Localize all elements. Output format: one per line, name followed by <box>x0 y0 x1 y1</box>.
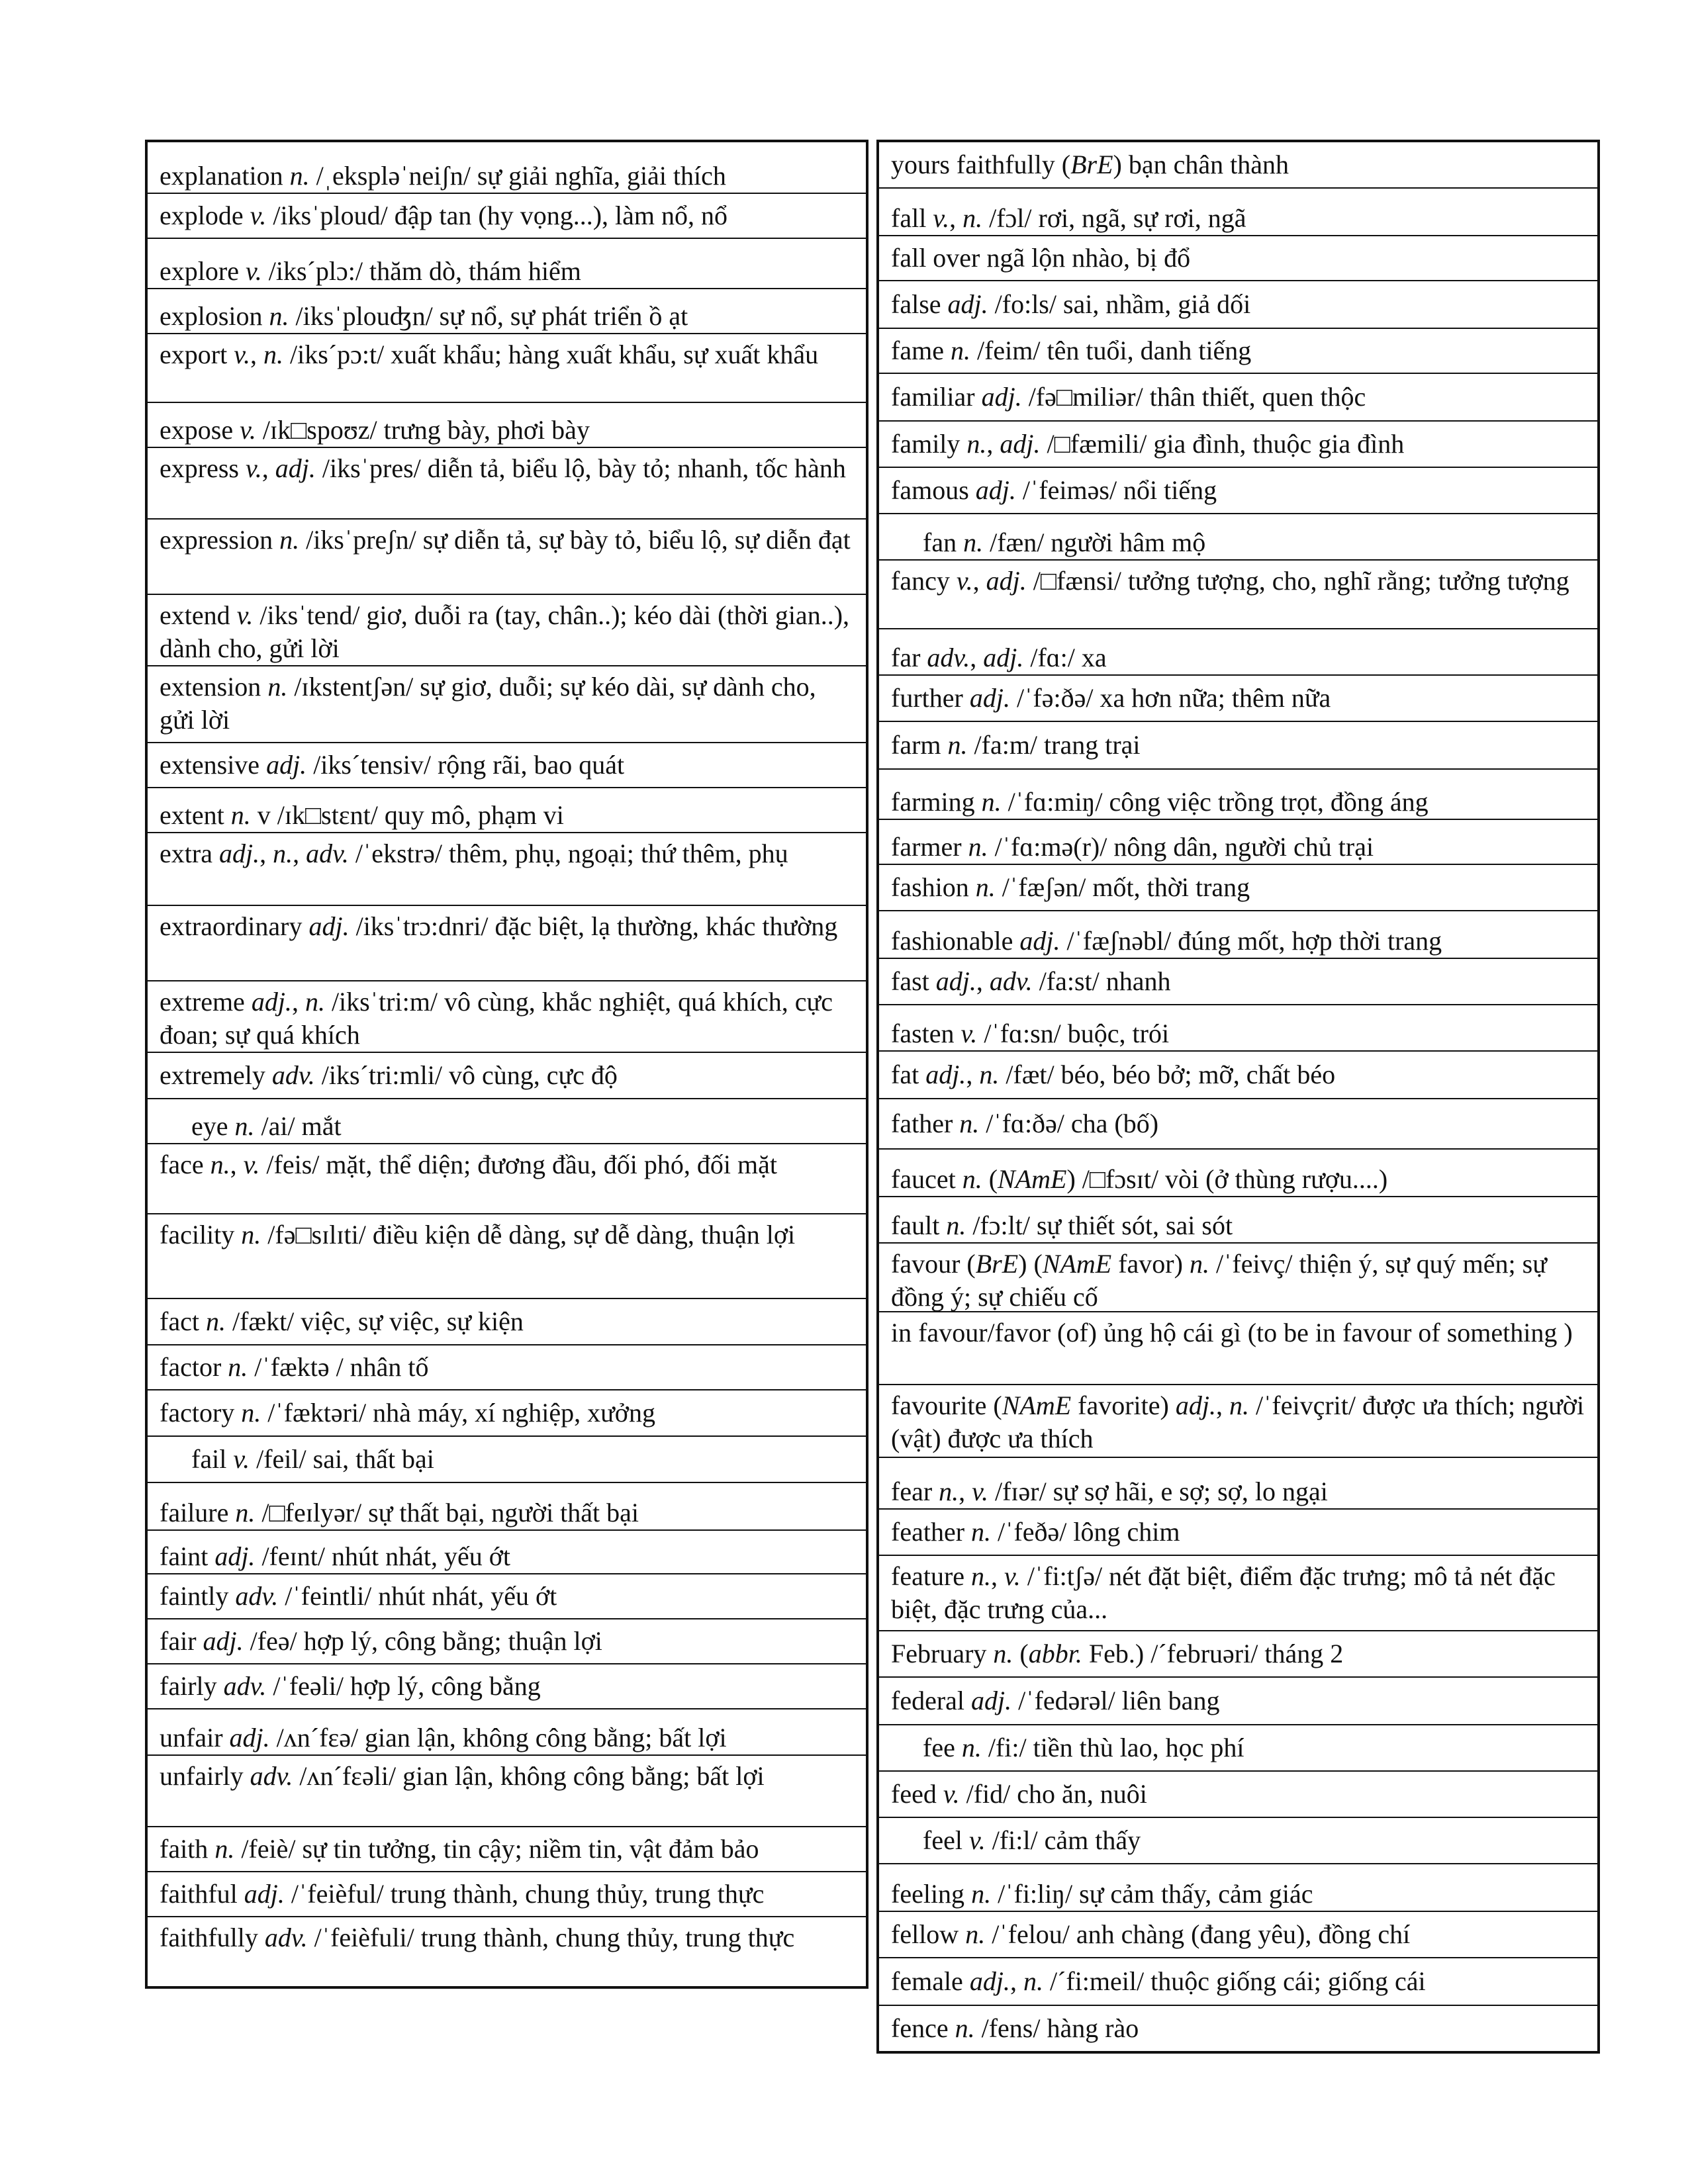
vocab-entry <box>879 514 1597 561</box>
vocab-entry-text: unfair adj. /ʌn´fɛə/ gian lận, không công bằng; bất lợi <box>160 1723 727 1752</box>
vocab-entry <box>879 374 1597 422</box>
vocab-entry-text: favour (BrE) (NAmE favor) n. /ˈfeivç/ thiện ý, sự quý mến; sự đồng ý; sự chiếu cố <box>891 1249 1547 1312</box>
vocab-entry-text: feeling n. /ˈfi:liŋ/ sự cảm thấy, cảm giác <box>891 1879 1313 1909</box>
vocab-entry-text: extend v. /iksˈtend/ giơ, duỗi ra (tay, chân..); kéo dài (thời gian..), dành cho, gửi lời <box>160 600 850 663</box>
vocab-entry-text: fault n. /fɔ:lt/ sự thiết sót, sai sót <box>891 1210 1233 1240</box>
vocab-entry-text: fence n. /fens/ hàng rào <box>891 2013 1139 2043</box>
vocab-entry <box>148 1531 866 1574</box>
vocab-entry <box>879 1197 1597 1244</box>
vocab-entry <box>879 722 1597 770</box>
vocab-entry <box>879 329 1597 374</box>
vocab-entry <box>879 1631 1597 1678</box>
vocab-entry <box>148 595 866 666</box>
vocab-entry-text: faith n. /feiè/ sự tin tưởng, tin cậy; niềm tin, vật đảm bảo <box>160 1834 759 1864</box>
vocab-entry <box>879 189 1597 236</box>
vocab-entry <box>148 142 866 194</box>
vocabulary-table-left <box>145 140 868 1989</box>
vocab-entry-text: fairly adv. /ˈfeəli/ hợp lý, công bằng <box>160 1671 541 1701</box>
vocab-entry-text: extremely adv. /iks´tri:mli/ vô cùng, cực độ <box>160 1060 618 1090</box>
vocab-entry-text: extent n. v /ɪk□stɛnt/ quy mô, phạm vi <box>160 800 564 830</box>
vocab-entry-text: fellow n. /ˈfelou/ anh chàng (đang yêu), đồng chí <box>891 1919 1411 1949</box>
vocab-entry <box>148 981 866 1053</box>
vocab-entry <box>148 1664 866 1709</box>
vocab-entry-text: faithful adj. /ˈfeièful/ trung thành, chung thủy, trung thực <box>160 1879 765 1909</box>
vocab-entry-text: feel v. /fi:l/ cảm thấy <box>923 1825 1141 1855</box>
vocab-entry <box>879 1385 1597 1458</box>
vocab-entry-text: faithfully adv. /ˈfeièfuli/ trung thành, chung thủy, trung thực <box>160 1923 795 1952</box>
vocab-entry-text: father n. /ˈfɑ:ðə/ cha (bố) <box>891 1109 1159 1138</box>
vocab-entry-text: fame n. /feim/ tên tuổi, danh tiếng <box>891 336 1252 365</box>
vocab-entry <box>148 1345 866 1390</box>
vocab-entry-text: feed v. /fid/ cho ăn, nuôi <box>891 1779 1147 1809</box>
vocab-entry-text: explanation n. /ˌekspləˈneiʃn/ sự giải nghĩa, giải thích <box>160 161 726 191</box>
vocab-entry-text: extreme adj., n. /iksˈtri:m/ vô cùng, khắc nghiệt, quá khích, cực đoan; sự quá khích <box>160 987 833 1050</box>
vocab-entry <box>148 1144 866 1214</box>
vocab-entry <box>148 1872 866 1917</box>
vocab-entry-text: eye n. /ai/ mắt <box>191 1111 342 1141</box>
vocab-entry <box>879 236 1597 281</box>
vocab-entry-text: false adj. /fo:ls/ sai, nhầm, giả dối <box>891 289 1251 319</box>
vocab-entry <box>879 820 1597 865</box>
vocab-entry <box>148 1299 866 1345</box>
vocab-entry <box>879 1150 1597 1197</box>
vocab-entry-text: fast adj., adv. /fa:st/ nhanh <box>891 966 1171 996</box>
vocab-entry-text: farming n. /ˈfɑ:miŋ/ công việc trồng trọt, đồng áng <box>891 787 1429 817</box>
vocab-entry-text: far adv., adj. /fɑ:/ xa <box>891 643 1107 672</box>
vocab-entry-text: fat adj., n. /fæt/ béo, béo bở; mỡ, chất béo <box>891 1060 1336 1089</box>
vocab-entry-text: farmer n. /ˈfɑ:mə(r)/ nông dân, người chủ trại <box>891 832 1374 862</box>
vocab-entry <box>148 1756 866 1827</box>
vocab-entry <box>148 1099 866 1144</box>
vocab-entry <box>879 1912 1597 1958</box>
vocab-entry-text: expression n. /iksˈpreʃn/ sự diễn tả, sự bày tỏ, biểu lộ, sự diễn đạt <box>160 525 851 555</box>
vocab-entry <box>148 1483 866 1531</box>
vocab-entry <box>879 1005 1597 1052</box>
vocab-entry <box>148 788 866 833</box>
vocab-entry-text: faucet n. (NAmE) /□fɔsɪt/ vòi (ở thùng rượu....) <box>891 1164 1388 1194</box>
vocab-entry <box>148 289 866 334</box>
vocab-entry <box>148 448 866 520</box>
vocab-entry-text: fair adj. /feə/ hợp lý, công bằng; thuận lợi <box>160 1626 602 1656</box>
vocab-entry-text: extensive adj. /iks´tensiv/ rộng rãi, bao quát <box>160 750 625 780</box>
vocab-entry-text: failure n. /□feɪlyər/ sự thất bại, người thất bại <box>160 1498 639 1527</box>
vocab-entry-text: fall over ngã lộn nhào, bị đổ <box>891 243 1191 273</box>
vocab-entry-text: export v., n. /iks´pɔ:t/ xuất khẩu; hàng xuất khẩu, sự xuất khẩu <box>160 340 819 369</box>
vocab-entry-text: faint adj. /feɪnt/ nhút nhát, yếu ớt <box>160 1541 510 1571</box>
vocab-entry <box>148 1053 866 1099</box>
vocab-entry <box>879 770 1597 820</box>
vocab-entry <box>148 743 866 788</box>
vocab-entry-text: familiar adj. /fə□miliər/ thân thiết, quen thộc <box>891 382 1366 412</box>
vocab-entry <box>879 1958 1597 2006</box>
vocab-entry <box>879 1864 1597 1912</box>
vocab-entry-text: extraordinary adj. /iksˈtrɔ:dnri/ đặc biệt, lạ thường, khác thường <box>160 911 838 941</box>
vocabulary-table-right <box>876 140 1600 2054</box>
vocab-entry-text: express v., adj. /iksˈpres/ diễn tả, biểu lộ, bày tỏ; nhanh, tốc hành <box>160 453 846 483</box>
vocab-entry <box>148 1437 866 1483</box>
vocab-entry-text: fact n. /fækt/ việc, sự việc, sự kiện <box>160 1306 524 1336</box>
vocab-entry <box>879 1458 1597 1510</box>
vocab-entry <box>879 468 1597 514</box>
vocab-entry-text: faintly adv. /ˈfeintli/ nhút nhát, yếu ớt <box>160 1581 557 1611</box>
vocab-entry-text: fee n. /fi:/ tiền thù lao, học phí <box>923 1733 1244 1762</box>
vocab-entry <box>879 1099 1597 1150</box>
vocab-entry-text: February n. (abbr. Feb.) /´februəri/ tháng 2 <box>891 1639 1344 1668</box>
vocab-entry <box>879 1556 1597 1631</box>
vocab-entry <box>879 561 1597 629</box>
vocab-entry-text: fear n., v. /fɪər/ sự sợ hãi, e sợ; sợ, lo ngại <box>891 1477 1328 1506</box>
vocab-entry <box>148 833 866 906</box>
vocab-entry <box>879 676 1597 722</box>
vocab-entry <box>879 911 1597 959</box>
vocab-entry-text: famous adj. /ˈfeiməs/ nổi tiếng <box>891 475 1217 505</box>
vocab-entry-text: fashionable adj. /ˈfæʃnəbl/ đúng mốt, hợp thời trang <box>891 926 1442 956</box>
vocab-entry <box>148 666 866 743</box>
vocab-entry <box>148 1619 866 1664</box>
vocab-entry <box>148 1390 866 1437</box>
vocab-entry <box>148 1917 866 1986</box>
vocab-entry <box>148 906 866 981</box>
vocab-entry-text: feature n., v. /ˈfi:tʃə/ nét đặt biệt, điểm đặc trưng; mô tả nét đặc biệt, đặc trưng của... <box>891 1561 1556 1624</box>
vocab-entry <box>148 1827 866 1872</box>
vocab-entry <box>879 1818 1597 1864</box>
vocab-entry <box>148 1709 866 1756</box>
vocab-entry <box>879 2006 1597 2051</box>
vocab-entry-text: fasten v. /ˈfɑ:sn/ buộc, trói <box>891 1019 1170 1048</box>
vocab-entry <box>148 1574 866 1619</box>
vocab-entry-text: federal adj. /ˈfedərəl/ liên bang <box>891 1686 1220 1715</box>
vocab-entry <box>879 959 1597 1005</box>
vocab-entry-text: fancy v., adj. /□fænsi/ tưởng tượng, cho, nghĩ rằng; tưởng tượng <box>891 566 1570 596</box>
vocab-entry-text: explode v. /iksˈploud/ đập tan (hy vọng...), làm nổ, nổ <box>160 201 728 230</box>
vocab-entry-text: extension n. /ɪkstentʃən/ sự giơ, duỗi; sự kéo dài, sự dành cho, gửi lời <box>160 672 816 735</box>
vocab-entry <box>879 1725 1597 1772</box>
vocab-entry-text: family n., adj. /□fæmili/ gia đình, thuộc gia đình <box>891 429 1405 459</box>
vocab-entry-text: feather n. /ˈfeðə/ lông chim <box>891 1517 1180 1547</box>
vocab-entry <box>148 520 866 595</box>
vocab-entry <box>148 239 866 289</box>
vocab-entry-text: yours faithfully (BrE) bạn chân thành <box>891 150 1289 179</box>
vocab-entry-text: fashion n. /ˈfæʃən/ mốt, thời trang <box>891 872 1250 902</box>
vocab-entry <box>879 422 1597 468</box>
vocab-entry-text: fan n. /fæn/ người hâm mộ <box>923 527 1206 557</box>
vocab-entry <box>879 1678 1597 1725</box>
vocab-entry-text: in favour/favor (of) ủng hộ cái gì (to be in favour of something ) <box>891 1318 1573 1347</box>
vocab-entry-text: facility n. /fə□sɪlɪti/ điều kiện dễ dàng, sự dễ dàng, thuận lợi <box>160 1220 796 1250</box>
vocab-entry-text: face n., v. /feis/ mặt, thể diện; đương đầu, đối phó, đối mặt <box>160 1150 777 1179</box>
vocab-entry-text: further adj. /ˈfə:ðə/ xa hơn nữa; thêm nữa <box>891 683 1331 713</box>
vocab-entry <box>148 1214 866 1299</box>
vocab-entry-text: unfairly adv. /ʌn´fɛəli/ gian lận, không công bằng; bất lợi <box>160 1761 765 1791</box>
vocab-entry-text: farm n. /fa:m/ trang trại <box>891 730 1141 760</box>
vocab-entry-text: expose v. /ɪk□spoʊz/ trưng bày, phơi bày <box>160 415 590 445</box>
vocab-entry-text: factor n. /ˈfæktə / nhân tố <box>160 1352 429 1382</box>
vocab-entry <box>879 281 1597 329</box>
vocab-entry-text: explore v. /iks´plɔ:/ thăm dò, thám hiểm <box>160 256 581 286</box>
vocab-entry <box>879 865 1597 911</box>
vocab-entry <box>879 629 1597 676</box>
vocab-entry <box>148 334 866 403</box>
vocab-entry <box>148 403 866 448</box>
vocab-entry-text: explosion n. /iksˈplouʤn/ sự nổ, sự phát triển ồ ạt <box>160 301 688 331</box>
vocab-entry-text: extra adj., n., adv. /ˈekstrə/ thêm, phụ, ngoại; thứ thêm, phụ <box>160 839 788 868</box>
vocab-entry <box>879 1312 1597 1385</box>
vocab-entry-text: female adj., n. /´fi:meil/ thuộc giống cái; giống cái <box>891 1966 1426 1996</box>
vocab-entry <box>879 1510 1597 1556</box>
vocab-entry <box>148 194 866 239</box>
vocab-entry <box>879 1772 1597 1818</box>
vocab-entry-text: favourite (NAmE favorite) adj., n. /ˈfeivçrit/ được ưa thích; người (vật) được ưa thích <box>891 1390 1585 1453</box>
vocab-entry-text: fail v. /feil/ sai, thất bại <box>191 1444 434 1474</box>
vocab-entry-text: factory n. /ˈfæktəri/ nhà máy, xí nghiệp, xưởng <box>160 1398 655 1428</box>
vocab-entry <box>879 142 1597 189</box>
vocab-entry-text: fall v., n. /fɔl/ rơi, ngã, sự rơi, ngã <box>891 203 1246 233</box>
vocab-entry <box>879 1052 1597 1099</box>
vocab-entry <box>879 1244 1597 1312</box>
